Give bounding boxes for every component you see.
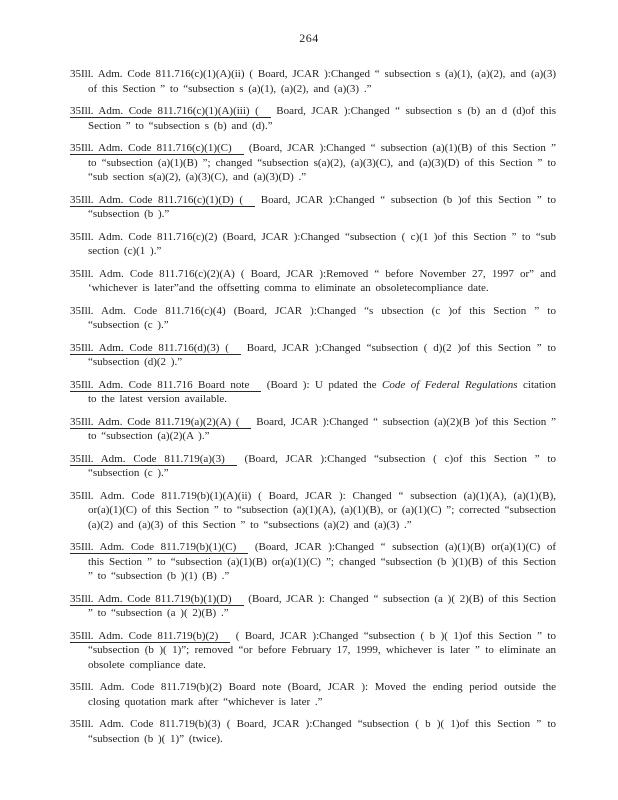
entry-text: Board, JCAR ):Changed “ subsection (a)(2)(B )of this Section ” to “subsection (a)(2)(A ).” bbox=[88, 415, 556, 442]
entry-text: (Board, JCAR ): Changed “ subsection (a )( 2)(B) of this Section ” to “subsection (a )( 2)(B) .” bbox=[88, 592, 556, 619]
entry-text: 35Ill. Adm. Code 811.716(c)(2) (Board, JCAR ):Changed “subsection ( c)(1 )of this Section ” to “sub section (c)(1 ).” bbox=[70, 230, 556, 257]
entry-citation: 35Ill. Adm. Code 811.719(a)(2)(A) ( bbox=[70, 416, 251, 429]
list-item bbox=[70, 378, 556, 407]
entry-text: citation to the latest version available. bbox=[88, 378, 556, 405]
page-number: 264 bbox=[299, 31, 319, 45]
entry-text: (Board ): U pdated the bbox=[261, 378, 383, 391]
list-item bbox=[70, 104, 556, 133]
list-item bbox=[70, 141, 556, 185]
list-item bbox=[70, 67, 556, 96]
list-item bbox=[70, 629, 556, 673]
entry-text: 35Ill. Adm. Code 811.719(b)(1)(A)(ii) ( Board, JCAR ): Changed “ subsection (a)(1)(A), (a)(1)(B), or(a)(1)(C) of this Section ” to “subsection (a)(1)(A), (a)(1)(B), or (a)(1)(C) ”; corrected “subsection (a)(2) and (a)(3) of this Section ” to “subsections (a)(2) and (a)(3) .” bbox=[70, 489, 556, 531]
list-item bbox=[70, 452, 556, 481]
entry-citation: 35Ill. Adm. Code 811.716 Board note bbox=[70, 379, 261, 392]
entry-citation: 35Ill. Adm. Code 811.716(c)(1)(C) bbox=[70, 142, 244, 155]
list-item bbox=[70, 717, 556, 746]
entry-text: 35Ill. Adm. Code 811.719(b)(3) ( Board, JCAR ):Changed “subsection ( b )( 1)of this Section ” to “subsection (b )( 1)” (twice). bbox=[70, 718, 556, 745]
entry-citation: 35Ill. Adm. Code 811.719(b)(2) bbox=[70, 630, 230, 643]
list-item bbox=[70, 415, 556, 444]
entry-citation: 35Ill. Adm. Code 811.719(a)(3) bbox=[70, 453, 237, 466]
revision-list bbox=[70, 67, 556, 754]
list-item bbox=[70, 304, 556, 333]
entry-text: ( Board, JCAR ):Changed “subsection ( b )( 1)of this Section ” to “subsection (b )( 1)”; removed “or before February 17, 1999, whichever is later ” to eliminate an obsolete compliance date. bbox=[88, 629, 556, 671]
entry-citation: 35Ill. Adm. Code 811.716(d)(3) ( bbox=[70, 342, 241, 355]
entry-text: 35Ill. Adm. Code 811.716(c)(4) (Board, JCAR ):Changed “s ubsection (c )of this Section ” to “subsection (c ).” bbox=[70, 304, 556, 331]
entry-text: Board, JCAR ):Changed “subsection ( d)(2 )of this Section ” to “subsection (d)(2 ).” bbox=[88, 341, 556, 368]
list-item bbox=[70, 230, 556, 259]
entry-citation: 35Ill. Adm. Code 811.719(b)(1)(C) bbox=[70, 541, 248, 554]
entry-text: Board, JCAR ):Changed “ subsection (b )of this Section ” to “subsection (b ).” bbox=[88, 193, 556, 220]
entry-text: (Board, JCAR ):Changed “ subsection (a)(1)(B) of this Section ” to “subsection (a)(1)(B) ”; changed “subsection s(a)(2), (a)(3)(C), and (a)(3)(D) of this Section ” to “sub section s(a)(2), (a)(3)(C), and (a)(3)(D) .” bbox=[88, 142, 557, 183]
list-item bbox=[70, 680, 556, 709]
entry-citation: 35Ill. Adm. Code 811.716(c)(1)(D) ( bbox=[70, 194, 255, 207]
entry-text: 35Ill. Adm. Code 811.716(c)(1)(A)(ii) ( Board, JCAR ):Changed “ subsection s (a)(1), (a)(2), and (a)(3) of this Section ” to “subsection s (a)(1), (a)(2), and (a)(3) .” bbox=[70, 68, 556, 95]
list-item bbox=[70, 341, 556, 370]
entry-text: Board, JCAR ):Changed “ subsection s (b) an d (d)of this Section ” to “subsection s (b) and (d).” bbox=[88, 105, 556, 132]
entry-italic-text: Code of Federal Regulations bbox=[382, 378, 518, 391]
entry-text: (Board, JCAR ):Changed “ subsection (a)(1)(B) or(a)(1)(C) of this Section ” to “subsection (a)(1)(B) or(a)(1)(C) ”; changed “subsection (b )(1)(B) of this Section ” to “subsection (b )(1) (B) .” bbox=[88, 541, 557, 582]
list-item bbox=[70, 540, 556, 584]
entry-text: 35Ill. Adm. Code 811.719(b)(2) Board note (Board, JCAR ): Moved the ending period outside the closing quotation mark after “whichever is later .” bbox=[70, 681, 556, 708]
list-item bbox=[70, 193, 556, 222]
entry-text: 35Ill. Adm. Code 811.716(c)(2)(A) ( Board, JCAR ):Removed “ before November 27, 1997 or” and ‘whichever is later”and the offsetting comma to eliminate an obsoletecompliance date. bbox=[70, 267, 556, 294]
entry-citation: 35Ill. Adm. Code 811.719(b)(1)(D) bbox=[70, 593, 244, 606]
list-item bbox=[70, 489, 556, 533]
list-item bbox=[70, 592, 556, 621]
entry-citation: 35Ill. Adm. Code 811.716(c)(1)(A)(iii) ( bbox=[70, 105, 271, 118]
list-item bbox=[70, 267, 556, 296]
entry-text: (Board, JCAR ):Changed “subsection ( c)of this Section ” to “subsection (c ).” bbox=[88, 452, 556, 479]
